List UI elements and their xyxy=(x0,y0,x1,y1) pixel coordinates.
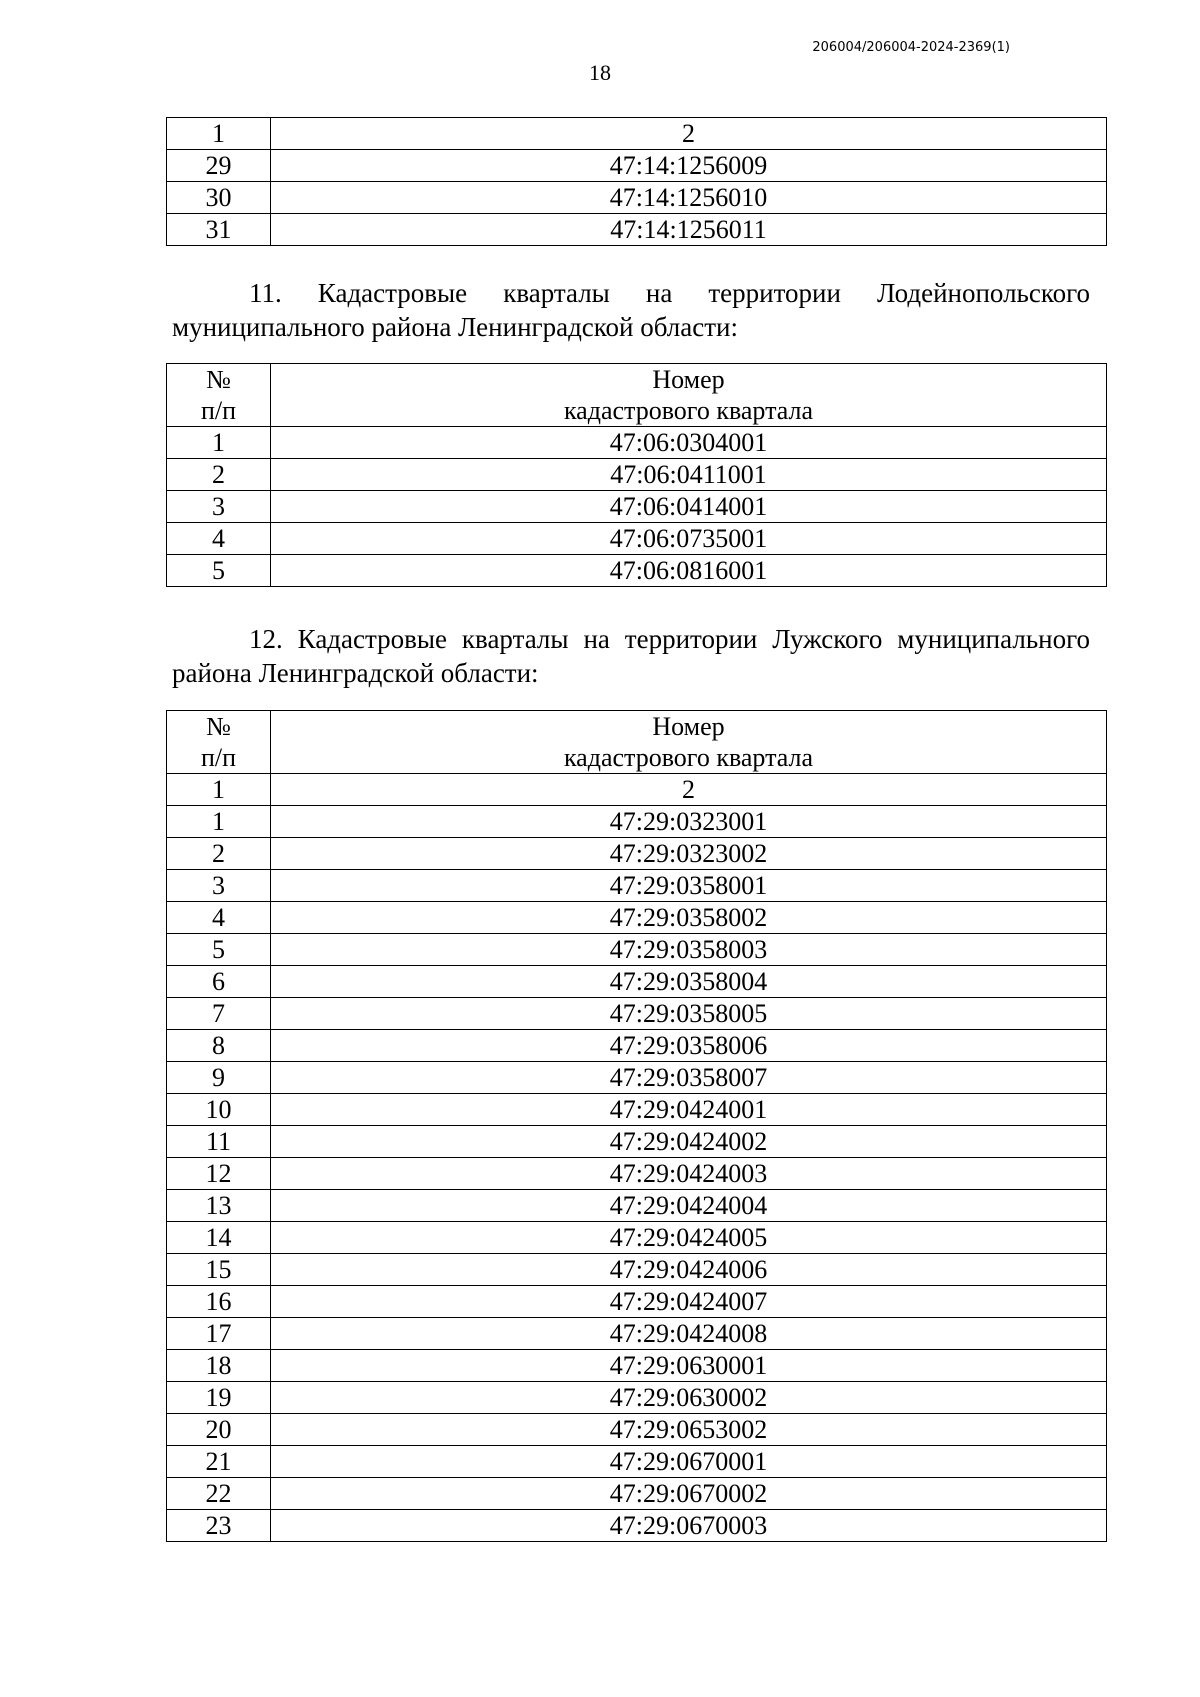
table-row xyxy=(167,555,1107,587)
row-number-cell: 15 xyxy=(167,1254,271,1286)
cadastral-number-cell: 47:29:0424005 xyxy=(271,1222,1107,1254)
row-number-cell: 5 xyxy=(167,934,271,966)
row-number-cell: 13 xyxy=(167,1190,271,1222)
cadastral-number-cell: 47:29:0653002 xyxy=(271,1414,1107,1446)
header-cadastral-line-2: кадастрового квартала xyxy=(563,743,814,772)
table-row xyxy=(167,1446,1107,1478)
table-row xyxy=(167,1222,1107,1254)
table-row xyxy=(167,523,1107,555)
section-11-table xyxy=(166,363,1107,587)
row-number-cell: 6 xyxy=(167,966,271,998)
row-number-cell: 3 xyxy=(167,491,271,523)
row-number-cell: 21 xyxy=(167,1446,271,1478)
section-12-line-1: 12. Кадастровые кварталы на территории Лужского муниципального xyxy=(249,624,1090,654)
section-12-line-2: района Ленинградской области: xyxy=(172,658,539,688)
table-row xyxy=(167,182,1107,214)
row-number-cell: 31 xyxy=(167,214,271,246)
row-number-cell: 3 xyxy=(167,870,271,902)
table-row xyxy=(167,1414,1107,1446)
cadastral-number-cell: 47:29:0358007 xyxy=(271,1062,1107,1094)
cadastral-number-cell: 47:29:0424003 xyxy=(271,1158,1107,1190)
cadastral-number-cell: 47:14:1256009 xyxy=(271,150,1107,182)
table-row xyxy=(167,1030,1107,1062)
table-row xyxy=(167,118,1107,150)
row-number-cell: 2 xyxy=(167,459,271,491)
table-row xyxy=(167,1190,1107,1222)
cadastral-number-cell: 47:29:0424006 xyxy=(271,1254,1107,1286)
row-number-cell: 1 xyxy=(167,806,271,838)
cadastral-number-cell: 47:29:0424002 xyxy=(271,1126,1107,1158)
row-number-cell: 19 xyxy=(167,1382,271,1414)
continuation-table xyxy=(166,117,1107,246)
section-11-heading xyxy=(172,276,1090,344)
cadastral-number-cell: 47:06:0304001 xyxy=(271,427,1107,459)
table-row xyxy=(167,838,1107,870)
row-number-cell: 16 xyxy=(167,1286,271,1318)
cadastral-number-cell: 47:29:0424008 xyxy=(271,1318,1107,1350)
cadastral-number-cell: 47:06:0735001 xyxy=(271,523,1107,555)
table-row xyxy=(167,902,1107,934)
cadastral-number-cell: 47:29:0670001 xyxy=(271,1446,1107,1478)
row-number-cell: 12 xyxy=(167,1158,271,1190)
row-number-cell: 7 xyxy=(167,998,271,1030)
table-row xyxy=(167,150,1107,182)
table-header-row xyxy=(167,364,1107,427)
table-row xyxy=(167,1286,1107,1318)
row-number-cell: 1 xyxy=(167,774,271,806)
cadastral-number-cell: 47:29:0358006 xyxy=(271,1030,1107,1062)
row-number-cell: 17 xyxy=(167,1318,271,1350)
table-row xyxy=(167,1062,1107,1094)
row-number-cell: 9 xyxy=(167,1062,271,1094)
header-number-cell xyxy=(167,364,271,427)
table-row xyxy=(167,1126,1107,1158)
table-row xyxy=(167,998,1107,1030)
table-row xyxy=(167,459,1107,491)
table-header-row xyxy=(167,711,1107,774)
table-row xyxy=(167,870,1107,902)
header-number-line-1: № xyxy=(206,712,231,741)
cadastral-number-cell: 47:29:0670002 xyxy=(271,1478,1107,1510)
cadastral-number-cell: 47:29:0323001 xyxy=(271,806,1107,838)
cadastral-number-cell: 47:29:0358004 xyxy=(271,966,1107,998)
header-cadastral-line-1: Номер xyxy=(652,365,725,394)
cadastral-number-cell: 47:29:0323002 xyxy=(271,838,1107,870)
row-number-cell: 8 xyxy=(167,1030,271,1062)
cadastral-number-cell: 47:29:0358003 xyxy=(271,934,1107,966)
cadastral-number-cell: 47:06:0411001 xyxy=(271,459,1107,491)
cadastral-number-cell: 47:29:0670003 xyxy=(271,1510,1107,1542)
row-number-cell: 5 xyxy=(167,555,271,587)
table-row xyxy=(167,491,1107,523)
table-row xyxy=(167,934,1107,966)
header-number-line-2: п/п xyxy=(200,396,237,425)
section-12-heading xyxy=(172,622,1090,690)
table-row xyxy=(167,1510,1107,1542)
cadastral-number-cell: 47:29:0424007 xyxy=(271,1286,1107,1318)
row-number-cell: 20 xyxy=(167,1414,271,1446)
row-number-cell: 2 xyxy=(167,838,271,870)
header-cadastral-line-1: Номер xyxy=(652,712,725,741)
header-number-line-1: № xyxy=(206,365,231,394)
cadastral-number-cell: 47:29:0424004 xyxy=(271,1190,1107,1222)
document-id: 206004/206004-2024-2369(1) xyxy=(812,40,1010,55)
row-number-cell: 4 xyxy=(167,902,271,934)
row-number-cell: 10 xyxy=(167,1094,271,1126)
row-number-cell: 29 xyxy=(167,150,271,182)
table-row xyxy=(167,1094,1107,1126)
table-row xyxy=(167,966,1107,998)
header-cadastral-cell xyxy=(271,364,1107,427)
cadastral-number-cell: 47:06:0816001 xyxy=(271,555,1107,587)
cadastral-number-cell: 47:29:0630001 xyxy=(271,1350,1107,1382)
row-number-cell: 1 xyxy=(167,118,271,150)
table-row xyxy=(167,427,1107,459)
table-row xyxy=(167,1158,1107,1190)
cadastral-number-cell: 47:14:1256011 xyxy=(271,214,1107,246)
row-number-cell: 22 xyxy=(167,1478,271,1510)
table-row xyxy=(167,774,1107,806)
cadastral-number-cell: 2 xyxy=(271,774,1107,806)
row-number-cell: 14 xyxy=(167,1222,271,1254)
page-number: 18 xyxy=(589,60,611,85)
section-11-line-2: муниципального района Ленинградской области: xyxy=(172,312,738,342)
cadastral-number-cell: 2 xyxy=(271,118,1107,150)
cadastral-number-cell: 47:14:1256010 xyxy=(271,182,1107,214)
header-number-cell xyxy=(167,711,271,774)
table-row xyxy=(167,1478,1107,1510)
header-number-line-2: п/п xyxy=(200,743,237,772)
section-11-line-1: 11. Кадастровые кварталы на территории Лодейнопольского xyxy=(249,278,1090,308)
table-row xyxy=(167,1318,1107,1350)
cadastral-number-cell: 47:29:0358005 xyxy=(271,998,1107,1030)
table-row xyxy=(167,806,1107,838)
cadastral-number-cell: 47:29:0358001 xyxy=(271,870,1107,902)
row-number-cell: 1 xyxy=(167,427,271,459)
section-12-table xyxy=(166,710,1107,1542)
header-cadastral-cell xyxy=(271,711,1107,774)
row-number-cell: 23 xyxy=(167,1510,271,1542)
table-row xyxy=(167,214,1107,246)
row-number-cell: 18 xyxy=(167,1350,271,1382)
row-number-cell: 4 xyxy=(167,523,271,555)
table-row xyxy=(167,1254,1107,1286)
table-row xyxy=(167,1382,1107,1414)
header-cadastral-line-2: кадастрового квартала xyxy=(563,396,814,425)
cadastral-number-cell: 47:06:0414001 xyxy=(271,491,1107,523)
cadastral-number-cell: 47:29:0630002 xyxy=(271,1382,1107,1414)
table-row xyxy=(167,1350,1107,1382)
row-number-cell: 11 xyxy=(167,1126,271,1158)
row-number-cell: 30 xyxy=(167,182,271,214)
cadastral-number-cell: 47:29:0358002 xyxy=(271,902,1107,934)
cadastral-number-cell: 47:29:0424001 xyxy=(271,1094,1107,1126)
